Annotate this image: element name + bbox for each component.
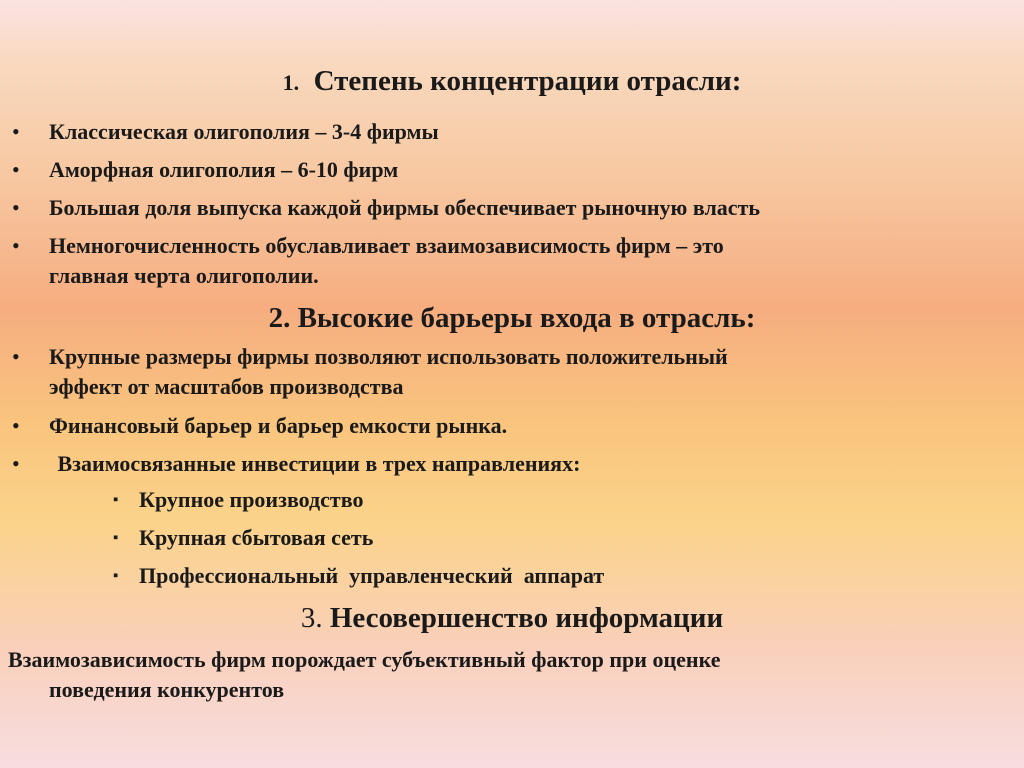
bullet-icon: • <box>12 119 20 144</box>
section-1-heading <box>0 64 1024 100</box>
section-1-item: Большая доля выпуска каждой фирмы обеспечивает рыночную власть <box>49 195 761 220</box>
square-bullet-icon: ▪ <box>113 492 119 508</box>
bullet-icon: • <box>12 451 20 476</box>
bullet-icon: • <box>12 233 20 258</box>
square-bullet-icon: ▪ <box>113 568 119 584</box>
section-3-title: Несовершенство информации <box>329 602 724 634</box>
section-2-item-line: Крупные размеры фирмы позволяют использовать положительный <box>49 344 728 369</box>
section-2-subitem: Крупная сбытовая сеть <box>139 525 374 550</box>
section-3-text-line: поведения конкурентов <box>49 677 285 702</box>
section-1-item: Аморфная олигополия – 6-10 фирм <box>49 157 399 182</box>
section-2-title: 2. Высокие барьеры входа в отрасль: <box>268 302 756 334</box>
section-1-item: Классическая олигополия – 3-4 фирмы <box>49 119 439 144</box>
section-3-number: 3. <box>300 602 323 634</box>
bullet-icon: • <box>12 344 20 369</box>
section-2-item: Взаимосвязанные инвестиции в трех направлениях: <box>52 451 581 476</box>
section-1-item-line: Немногочисленность обуславливает взаимозависимость фирм – это <box>49 233 724 258</box>
bullet-icon: • <box>12 157 20 182</box>
section-1-item-line: главная черта олигополии. <box>49 263 319 288</box>
section-2-subitem: Профессиональный управленческий аппарат <box>139 563 605 588</box>
bullet-icon: • <box>12 195 20 220</box>
section-1-number: 1. <box>282 70 300 95</box>
section-2-subitem: Крупное производство <box>139 487 364 512</box>
square-bullet-icon: ▪ <box>113 530 119 546</box>
section-3-text-line: Взаимозависимость фирм порождает субъективный фактор при оценке <box>8 647 721 672</box>
section-1-title: Степень концентрации отрасли: <box>313 65 742 97</box>
section-2-item: Финансовый барьер и барьер емкости рынка. <box>49 413 508 438</box>
bullet-icon: • <box>12 413 20 438</box>
section-2-heading <box>0 301 1024 335</box>
section-3-heading <box>0 601 1024 635</box>
section-2-item-line: эффект от масштабов производства <box>49 374 404 399</box>
